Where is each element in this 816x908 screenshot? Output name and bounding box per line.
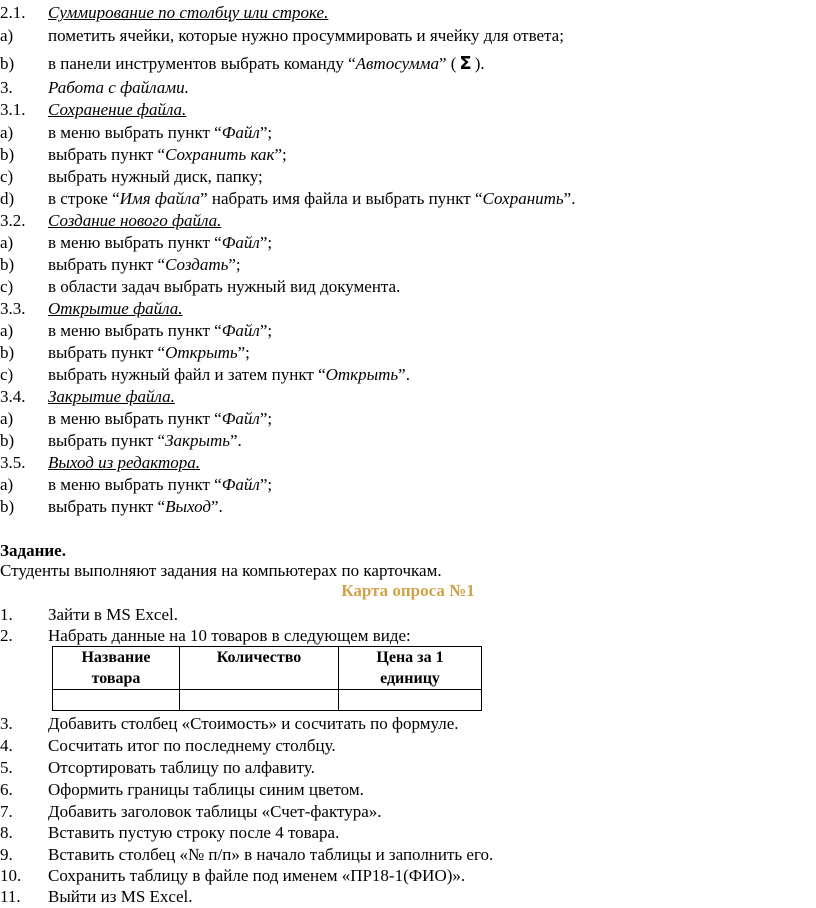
step-number: 3. [0, 714, 13, 733]
table-cell [339, 690, 482, 711]
item-letter: a) [0, 233, 14, 252]
item-text: в меню выбрать пункт “Файл”; [48, 233, 273, 252]
item-text: выбрать нужный диск, папку; [48, 167, 263, 186]
item-letter: b) [0, 497, 15, 516]
task-intro: Студенты выполняют задания на компьютерах по карточкам. [0, 561, 442, 580]
item-text: выбрать пункт “Создать”; [48, 255, 241, 274]
step-text: Сохранить таблицу в файле под именем «ПР18-1(ФИО)». [48, 866, 466, 885]
item-letter: c) [0, 365, 14, 384]
section-title: Суммирование по столбцу или строке. [48, 3, 329, 22]
table-header-quantity: Количество [180, 647, 339, 690]
table-row [53, 690, 482, 711]
section-number: 3. [0, 78, 13, 97]
item-letter: a) [0, 409, 14, 428]
table-header-price: Цена за 1 единицу [339, 647, 482, 690]
item-letter: a) [0, 123, 14, 142]
section-number: 3.1. [0, 100, 26, 119]
section-number: 3.3. [0, 299, 26, 318]
step-number: 11. [0, 887, 21, 906]
section-title: Создание нового файла. [48, 211, 222, 230]
step-text: Выйти из MS Excel. [48, 887, 193, 906]
section-number: 3.5. [0, 453, 26, 472]
step-number: 10. [0, 866, 22, 885]
step-text: Вставить пустую строку после 4 товара. [48, 823, 340, 842]
card-title: Карта опроса №1 [341, 581, 475, 600]
table-cell [180, 690, 339, 711]
step-number: 6. [0, 780, 13, 799]
step-text: Набрать данные на 10 товаров в следующем виде: [48, 626, 411, 645]
step-number: 2. [0, 626, 13, 645]
item-letter: b) [0, 145, 15, 164]
step-number: 5. [0, 758, 13, 777]
step-text: Сосчитать итог по последнему столбцу. [48, 736, 336, 755]
item-text: выбрать пункт “Сохранить как”; [48, 145, 287, 164]
item-letter: b) [0, 343, 15, 362]
step-text: Вставить столбец «№ п/п» в начало таблицы и заполнить его. [48, 845, 494, 864]
item-letter: d) [0, 189, 15, 208]
item-text: в меню выбрать пункт “Файл”; [48, 321, 273, 340]
step-number: 9. [0, 845, 13, 864]
item-text: выбрать пункт “Закрыть”. [48, 431, 242, 450]
sigma-icon: Σ [459, 53, 472, 74]
item-letter: b) [0, 54, 15, 73]
item-text: выбрать пункт “Открыть”; [48, 343, 250, 362]
item-text: в меню выбрать пункт “Файл”; [48, 409, 273, 428]
step-text: Добавить заголовок таблицы «Счет-фактура». [48, 802, 382, 821]
section-title: Выход из редактора. [48, 453, 201, 472]
table-header-row [53, 647, 482, 690]
section-number: 3.2. [0, 211, 26, 230]
section-title: Работа с файлами. [48, 78, 189, 97]
item-letter: c) [0, 277, 14, 296]
step-text: Отсортировать таблицу по алфавиту. [48, 758, 315, 777]
sample-table [52, 646, 482, 711]
item-letter: a) [0, 26, 14, 45]
section-title: Открытие файла. [48, 299, 183, 318]
step-text: Добавить столбец «Стоимость» и сосчитать по формуле. [48, 714, 459, 733]
section-number: 3.4. [0, 387, 26, 406]
item-text: выбрать пункт “Выход”. [48, 497, 223, 516]
item-text: пометить ячейки, которые нужно просуммировать и ячейку для ответа; [48, 26, 564, 45]
step-number: 7. [0, 802, 13, 821]
table-cell [53, 690, 180, 711]
section-title: Сохранение файла. [48, 100, 187, 119]
item-letter: c) [0, 167, 14, 186]
item-text: в меню выбрать пункт “Файл”; [48, 475, 273, 494]
step-number: 4. [0, 736, 13, 755]
step-number: 8. [0, 823, 13, 842]
item-text: в панели инструментов выбрать команду “Автосумма” ( Σ ). [48, 53, 485, 74]
item-text: в области задач выбрать нужный вид документа. [48, 277, 401, 296]
item-text: в меню выбрать пункт “Файл”; [48, 123, 273, 142]
table-header-name: Название товара [53, 647, 180, 690]
item-letter: a) [0, 321, 14, 340]
task-heading: Задание. [0, 541, 66, 560]
step-text: Оформить границы таблицы синим цветом. [48, 780, 364, 799]
item-letter: a) [0, 475, 14, 494]
step-text: Зайти в MS Excel. [48, 605, 178, 624]
step-number: 1. [0, 605, 13, 624]
item-text: выбрать нужный файл и затем пункт “Открыть”. [48, 365, 410, 384]
item-letter: b) [0, 255, 15, 274]
section-number: 2.1. [0, 3, 26, 22]
item-letter: b) [0, 431, 15, 450]
item-text: в строке “Имя файла” набрать имя файла и выбрать пункт “Сохранить”. [48, 189, 576, 208]
section-title: Закрытие файла. [48, 387, 175, 406]
